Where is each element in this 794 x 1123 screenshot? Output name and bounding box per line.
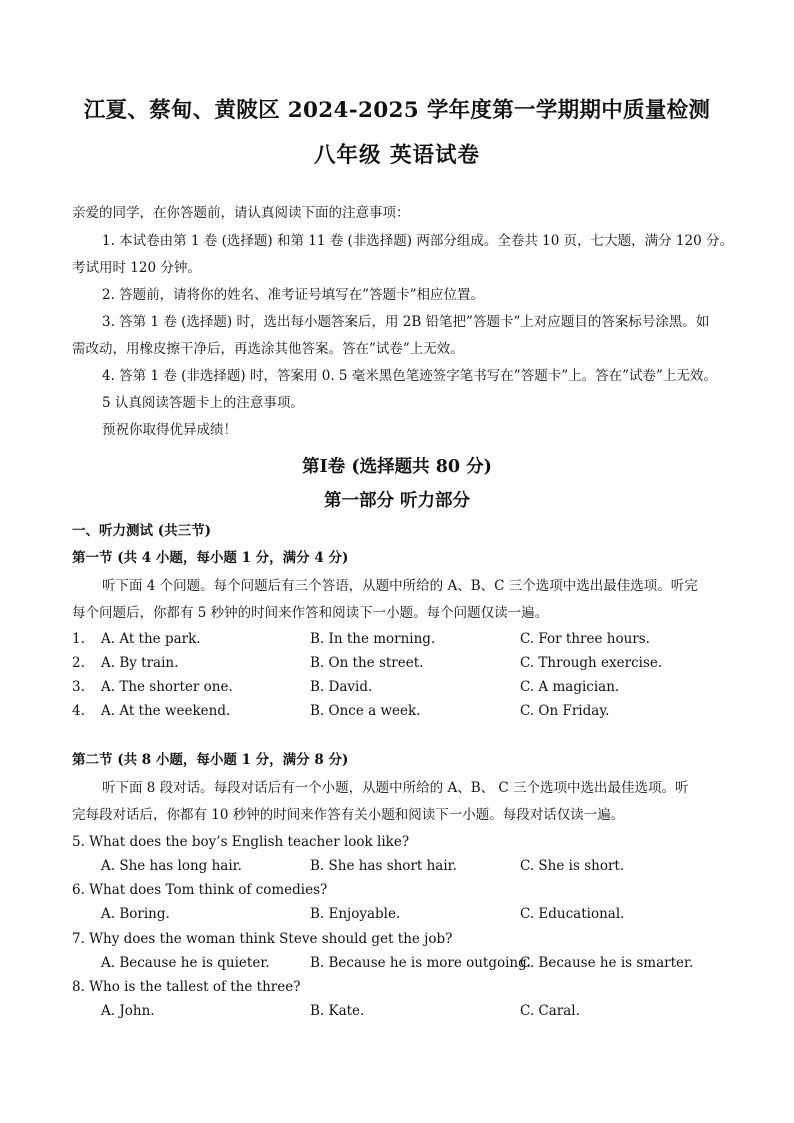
option-c: C. Educational.	[520, 906, 625, 922]
option-c: C. For three hours.	[520, 631, 650, 647]
question-row	[72, 702, 732, 720]
question-stem: 6. What does Tom think of comedies?	[72, 882, 328, 898]
option-a: A. At the park.	[101, 631, 201, 647]
option-c: C. Caral.	[520, 1003, 580, 1019]
section1-heading: 第一节 (共 4 小题，每小题 1 分，满分 4 分)	[72, 550, 349, 566]
section1-instructions: 听下面 4 个问题。每个问题后有三个答语，从题中所给的 A、B、C 三个选项中选出最佳选项。听完	[102, 578, 698, 594]
option-c: C. Because he is smarter.	[520, 955, 694, 971]
options-row	[72, 857, 732, 875]
option-a: A. The shorter one.	[101, 679, 233, 695]
notice-greeting: 亲爱的同学，在你答题前，请认真阅读下面的注意事项：	[72, 205, 410, 221]
section2-instructions: 听下面 8 段对话。每段对话后有一个小题，从题中所给的 A、B、 C 三个选项中选出最佳选项。听	[102, 780, 689, 796]
option-a: A. John.	[101, 1003, 155, 1019]
listening-heading: 一、听力测试 (共三节)	[72, 523, 211, 539]
question-stem: 5. What does the boy’s English teacher look like?	[72, 834, 410, 850]
option-a: A. At the weekend.	[101, 703, 231, 719]
question-stem: 7. Why does the woman think Steve should get the job?	[72, 931, 453, 947]
option-c: C. On Friday.	[520, 703, 610, 719]
option-b: B. Because he is more outgoing.	[310, 955, 532, 971]
options-row	[72, 1002, 732, 1020]
question-number: 1.	[72, 631, 85, 647]
section2-instructions-cont: 完每段对话后，你都有 10 秒钟的时间来作答有关小题和阅读下一小题。每段对话仅读一遍。	[72, 807, 625, 823]
section2-heading: 第二节 (共 8 小题，每小题 1 分，满分 8 分)	[72, 752, 349, 768]
notice-item-3-cont: 需改动，用橡皮擦干净后，再选涂其他答案。答在”试卷”上无效。	[72, 341, 464, 357]
question-row	[72, 654, 732, 672]
notice-item-2: 2. 答题前，请将你的姓名、准考证号填写在”答题卡”相应位置。	[102, 287, 484, 303]
option-a: A. Boring.	[101, 906, 170, 922]
option-b: B. She has short hair.	[310, 858, 457, 874]
question-stem: 8. Who is the tallest of the three?	[72, 979, 301, 995]
section1-instructions-cont: 每个问题后，你都有 5 秒钟的时间来作答和阅读下一小题。每个问题仅读一遍。	[72, 605, 549, 621]
option-b: B. David.	[310, 679, 373, 695]
options-row	[72, 954, 732, 972]
option-b: B. Kate.	[310, 1003, 365, 1019]
notice-wish: 预祝你取得优异成绩！	[102, 422, 237, 438]
notice-item-1: 1. 本试卷由第 1 卷 (选择题) 和第 11 卷 (非选择题) 两部分组成。全卷共 10 页，七大题，满分 120 分。	[102, 233, 733, 249]
volume-heading: 第Ⅰ卷 (选择题共 80 分)	[302, 457, 492, 477]
question-row	[72, 678, 732, 696]
option-c: C. She is short.	[520, 858, 625, 874]
question-number: 2.	[72, 655, 85, 671]
exam-subtitle: 八年级 英语试卷	[314, 143, 480, 168]
option-c: C. Through exercise.	[520, 655, 663, 671]
option-a: A. By train.	[101, 655, 179, 671]
notice-item-1-cont: 考试用时 120 分钟。	[72, 260, 201, 276]
option-c: C. A magician.	[520, 679, 620, 695]
part-heading: 第一部分 听力部分	[323, 491, 471, 511]
notice-item-5: 5 认真阅读答题卡上的注意事项。	[102, 395, 304, 411]
notice-item-4: 4. 答第 1 卷 (非选择题) 时，答案用 0. 5 毫米黑色笔迹签字笔书写在”答题卡”上。答在”试卷”上无效。	[102, 368, 717, 384]
question-row	[72, 630, 732, 648]
notice-item-3: 3. 答第 1 卷 (选择题) 时，选出每小题答案后，用 2B 铅笔把”答题卡”上对应题目的答案标号涂黑。如	[102, 314, 710, 330]
options-row	[72, 905, 732, 923]
option-a: A. Because he is quieter.	[101, 955, 270, 971]
option-b: B. On the street.	[310, 655, 424, 671]
question-number: 3.	[72, 679, 85, 695]
question-number: 4.	[72, 703, 85, 719]
option-b: B. Enjoyable.	[310, 906, 401, 922]
option-a: A. She has long hair.	[101, 858, 242, 874]
exam-title: 江夏、蔡甸、黄陂区 2024-2025 学年度第一学期期中质量检测	[83, 98, 711, 123]
option-b: B. In the morning.	[310, 631, 436, 647]
option-b: B. Once a week.	[310, 703, 421, 719]
